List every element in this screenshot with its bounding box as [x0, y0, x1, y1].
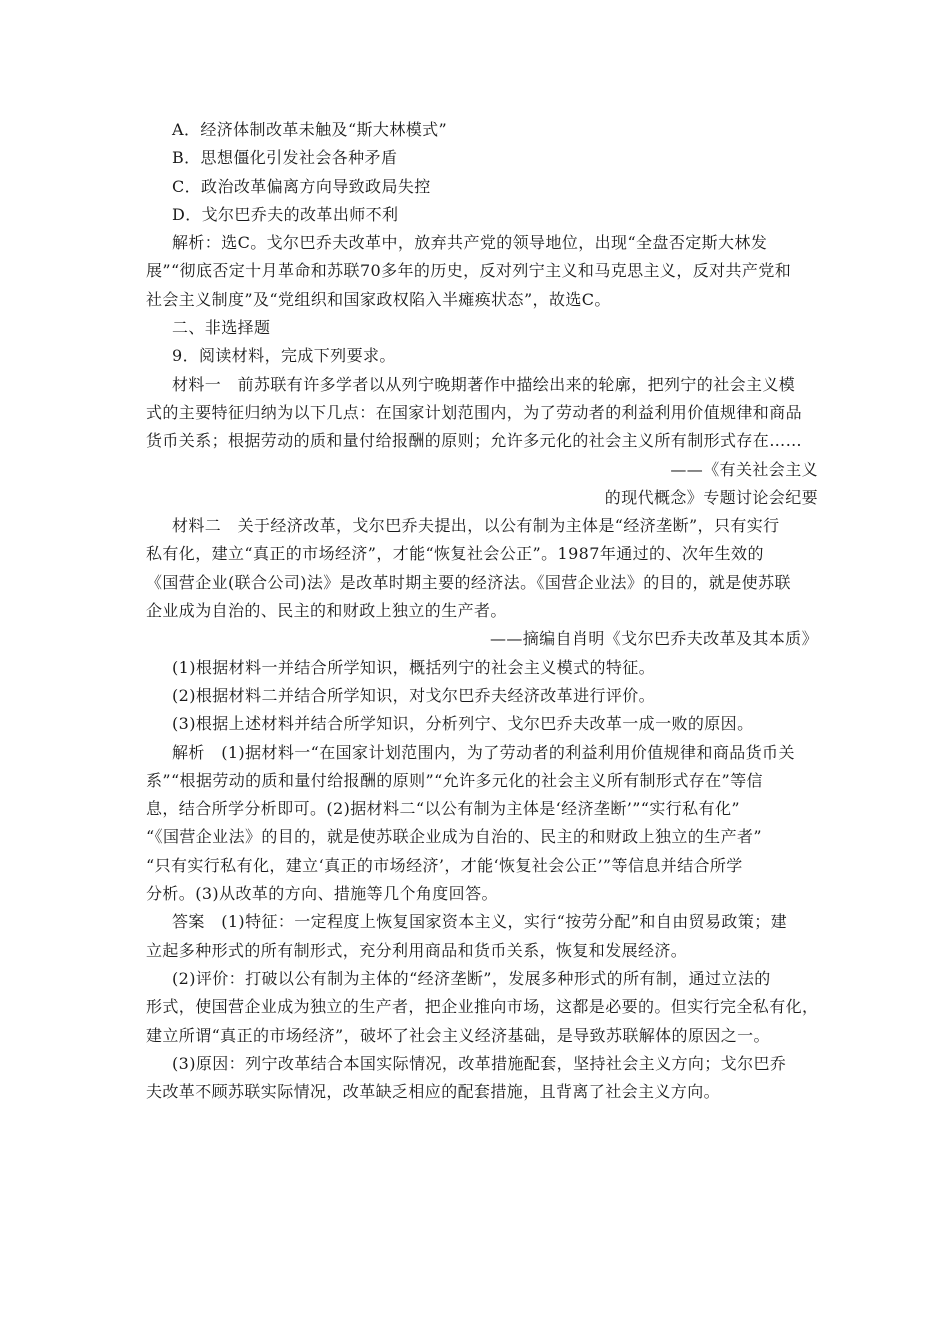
q9-analysis-line: “《国营企业法》的目的，就是使苏联企业成为自治的、民主的和财政上独立的生产者”	[146, 827, 762, 847]
option-b: B．思想僵化引发社会各种矛盾	[172, 148, 398, 168]
material1-source: 的现代概念》专题讨论会纪要	[604, 487, 818, 507]
material2-line: 私有化，建立“真正的市场经济”，才能“恢复社会公正”。1987年通过的、次年生效的	[146, 544, 764, 564]
material1-line: 货币关系；根据劳动的质和量付给报酬的原则；允许多元化的社会主义所有制形式存在……	[146, 431, 803, 451]
q8-analysis-line: 社会主义制度”及“党组织和国家政权陷入半瘫痪状态”，故选C。	[146, 289, 611, 309]
q9-analysis-line: 分析。(3)从改革的方向、措施等几个角度回答。	[146, 884, 498, 904]
sub-question: (1)根据材料一并结合所学知识，概括列宁的社会主义模式的特征。	[172, 657, 656, 677]
material2-line: 材料二 关于经济改革，戈尔巴乔夫提出，以公有制为主体是“经济垄断”，只有实行	[172, 516, 780, 536]
q8-analysis-line: 展”“彻底否定十月革命和苏联70多年的历史，反对列宁主义和马克思主义，反对共产党和	[146, 261, 792, 281]
document-page	[146, 116, 818, 1106]
option-c: C．政治改革偏离方向导致政局失控	[172, 176, 431, 196]
section-heading: 二、非选择题	[172, 318, 271, 338]
answer3-line: 夫改革不顾苏联实际情况，改革缺乏相应的配套措施，且背离了社会主义方向。	[146, 1082, 721, 1102]
q8-analysis-line: 解析：选C。戈尔巴乔夫改革中，放弃共产党的领导地位，出现“全盘否定斯大林发	[172, 233, 768, 253]
option-d: D．戈尔巴乔夫的改革出师不利	[172, 204, 399, 224]
q9-analysis-line: 解析 (1)据材料一“在国家计划范围内，为了劳动者的利益利用价值规律和商品货币关	[172, 742, 795, 762]
sub-question: (2)根据材料二并结合所学知识，对戈尔巴乔夫经济改革进行评价。	[172, 685, 656, 705]
answer3-line: (3)原因：列宁改革结合本国实际情况，改革措施配套，坚持社会主义方向；戈尔巴乔	[172, 1053, 787, 1073]
answer1-line: 答案 (1)特征：一定程度上恢复国家资本主义，实行“按劳分配”和自由贸易政策；建	[172, 912, 788, 932]
q9-analysis-line: “只有实行私有化，建立‘真正的市场经济’，才能‘恢复社会公正’”等信息并结合所学	[146, 855, 743, 875]
material2-line: 《国营企业(联合公司)法》是改革时期主要的经济法。《国营企业法》的目的，就是使苏联	[146, 572, 791, 592]
answer2-line: 建立所谓“真正的市场经济”，破坏了社会主义经济基础，是导致苏联解体的原因之一。	[146, 1025, 770, 1045]
sub-question: (3)根据上述材料并结合所学知识，分析列宁、戈尔巴乔夫改革一成一败的原因。	[172, 714, 754, 734]
answer2-line: (2)评价：打破以公有制为主体的“经济垄断”，发展多种形式的所有制，通过立法的	[172, 968, 771, 988]
material1-line: 式的主要特征归纳为以下几点：在国家计划范围内，为了劳动者的利益利用价值规律和商品	[146, 402, 803, 422]
option-a: A．经济体制改革未触及“斯大林模式”	[172, 120, 448, 139]
q9-stem: 9．阅读材料，完成下列要求。	[172, 346, 396, 366]
material2-source: ——摘编自肖明《戈尔巴乔夫改革及其本质》	[489, 629, 818, 649]
q9-analysis-line: 系”“根据劳动的质和量付给报酬的原则”“允许多元化的社会主义所有制形式存在”等信	[146, 770, 763, 790]
material1-source: ——《有关社会主义	[670, 459, 818, 479]
q9-analysis-line: 息，结合所学分析即可。(2)据材料二“以公有制为主体是‘经济垄断’”“实行私有化”	[146, 799, 740, 819]
material2-line: 企业成为自治的、民主的和财政上独立的生产者。	[146, 601, 507, 621]
material1-line: 材料一 前苏联有许多学者以从列宁晚期著作中描绘出来的轮廓，把列宁的社会主义模	[172, 374, 796, 394]
answer2-line: 形式，使国营企业成为独立的生产者，把企业推向市场，这都是必要的。但实行完全私有化，	[146, 997, 819, 1017]
answer1-line: 立起多种形式的所有制形式，充分利用商品和货币关系，恢复和发展经济。	[146, 940, 688, 960]
